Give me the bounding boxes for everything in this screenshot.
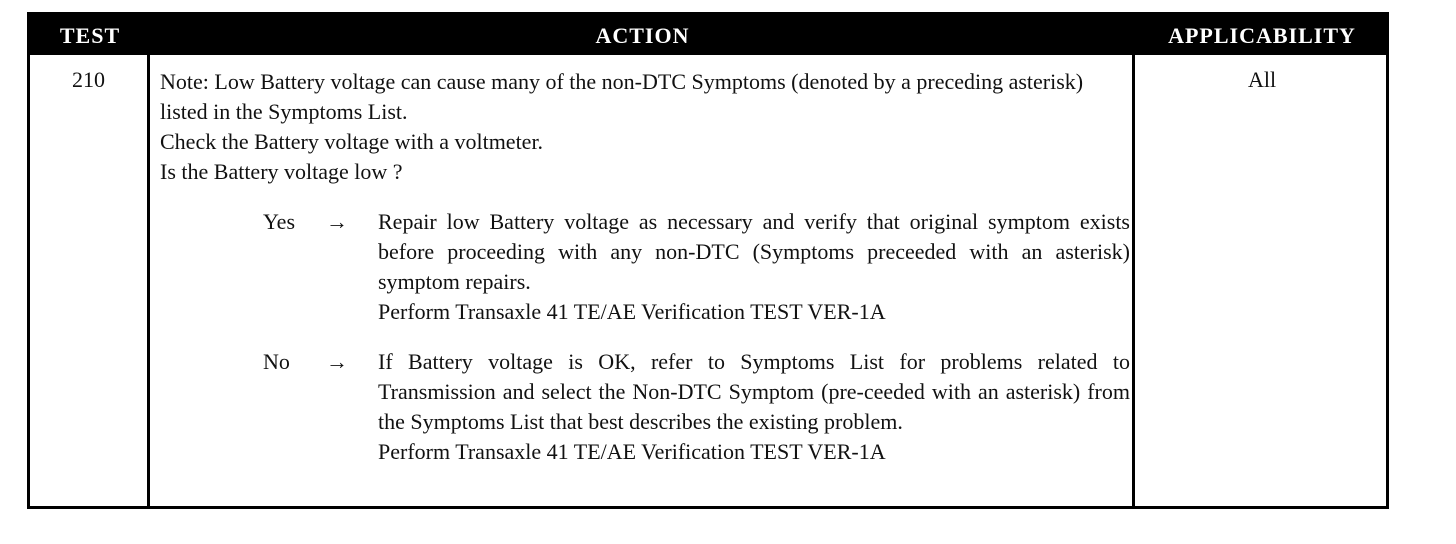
applicability-value: All (1247, 67, 1277, 92)
no-text: If Battery voltage is OK, refer to Symptoms List for problems related to Transmission and select the Non-DTC Symptom (pre-ceeded with an asterisk) from the Symptoms List that best describes the existing problem. (378, 349, 1130, 434)
header-applicability: APPLICABILITY (1168, 23, 1356, 48)
action-question: Is the Battery voltage low ? (160, 159, 403, 184)
header-action: ACTION (595, 23, 690, 48)
no-instructions (378, 347, 1130, 467)
yes-next-step: Perform Transaxle 41 TE/AE Verification TEST VER-1A (378, 299, 886, 324)
header-test: TEST (59, 23, 121, 48)
diagnostic-test-table (27, 12, 1389, 509)
yes-text: Repair low Battery voltage as necessary and verify that original symptom exists before proceeding with any non-DTC (Symptoms preceeded with an asterisk) symptom repairs. (378, 209, 1130, 294)
table-header (30, 15, 1386, 55)
action-check: Check the Battery voltage with a voltmeter. (160, 129, 544, 154)
test-number: 210 (72, 67, 105, 92)
column-divider (1132, 55, 1135, 506)
arrow-right-icon: → (326, 349, 348, 374)
arrow-right-icon: → (326, 209, 348, 234)
no-next-step: Perform Transaxle 41 TE/AE Verification TEST VER-1A (378, 439, 886, 464)
action-instructions (160, 67, 1126, 187)
no-label: No (263, 349, 290, 374)
action-note: Note: Low Battery voltage can cause many of the non-DTC Symptoms (denoted by a preceding asterisk) listed in the Symptoms List. (160, 69, 1084, 124)
column-divider (147, 55, 150, 506)
yes-label: Yes (263, 209, 296, 234)
yes-instructions (378, 207, 1130, 327)
